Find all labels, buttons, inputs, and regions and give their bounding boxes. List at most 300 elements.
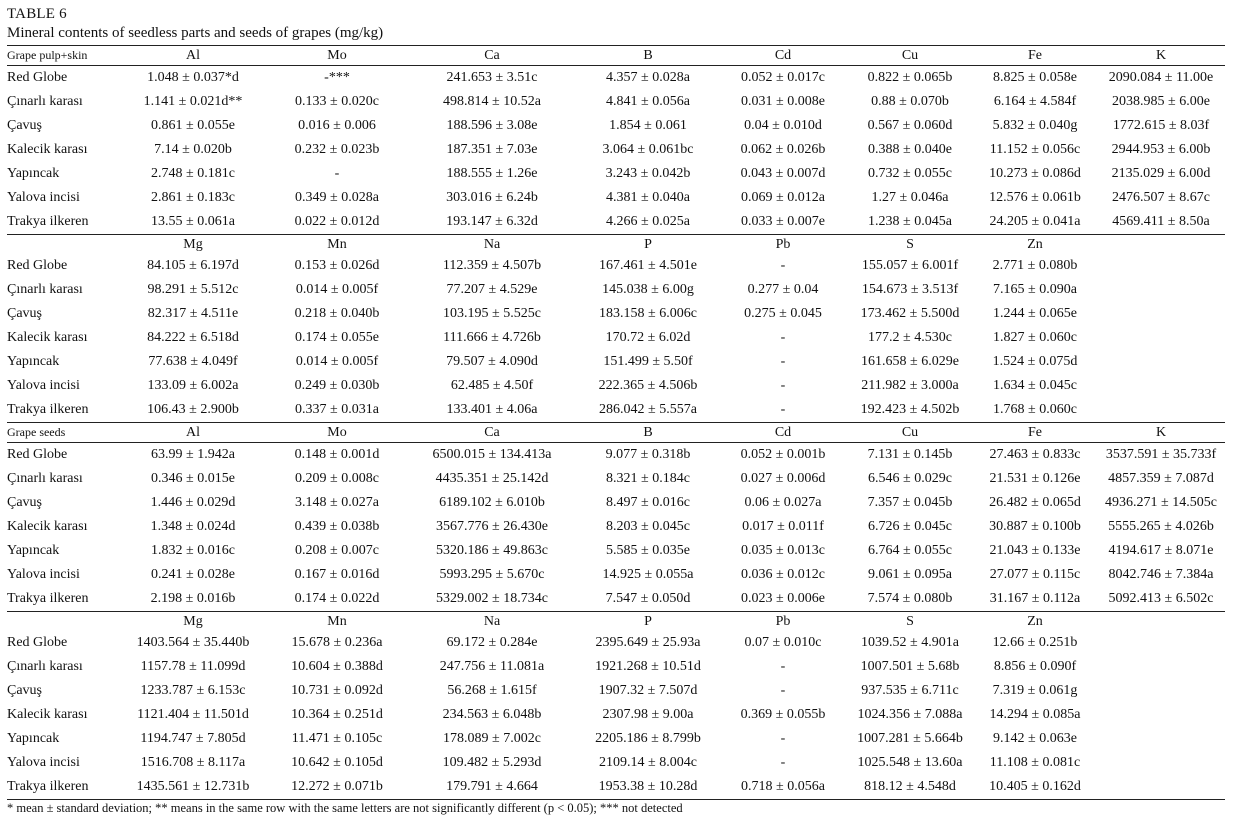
value-cell: 2135.029 ± 6.00d (1111, 166, 1211, 181)
table-row (7, 587, 1225, 612)
column-header: Cd (719, 46, 847, 66)
value-cell: 30.887 ± 0.100b (989, 519, 1081, 534)
table-row (7, 302, 1225, 326)
table-row (7, 443, 1225, 468)
value-cell: 77.207 ± 4.529e (446, 282, 538, 297)
value-cell: 0.052 ± 0.001b (740, 447, 826, 462)
column-header: Mn (267, 235, 407, 255)
value-cell: 0.349 ± 0.028a (295, 190, 379, 205)
column-header: Mg (119, 235, 267, 255)
value-cell: 0.388 ± 0.040e (868, 142, 952, 157)
value-cell: 2090.084 ± 11.00e (1108, 70, 1214, 85)
cultivar-name: Yapıncak (7, 731, 60, 746)
cultivar-name: Çavuş (7, 118, 42, 133)
value-cell: 3.148 ± 0.027a (295, 495, 379, 510)
value-cell: 84.222 ± 6.518d (147, 330, 239, 345)
value-cell: 0.218 ± 0.040b (294, 306, 380, 321)
value-cell: 1194.747 ± 7.805d (140, 731, 246, 746)
value-cell (1097, 703, 1225, 727)
value-cell: 109.482 ± 5.293d (442, 755, 542, 770)
value-cell: 84.105 ± 6.197d (147, 258, 239, 273)
value-cell (1097, 727, 1225, 751)
table-row (7, 631, 1225, 655)
value-cell: 1.238 ± 0.045a (868, 214, 952, 229)
value-cell: 8.856 ± 0.090f (993, 659, 1077, 674)
value-cell: 0.822 ± 0.065b (867, 70, 953, 85)
value-cell: 0.014 ± 0.005f (295, 354, 379, 369)
header-row (7, 46, 1225, 66)
table-row (7, 374, 1225, 398)
value-cell: 818.12 ± 4.548d (847, 775, 973, 800)
value-cell: 0.208 ± 0.007c (295, 543, 379, 558)
value-cell: 6500.015 ± 134.413a (432, 447, 552, 462)
value-cell: 4435.351 ± 25.142d (435, 471, 549, 486)
value-cell: 2395.649 ± 25.93a (595, 635, 701, 650)
value-cell: 79.507 ± 4.090d (446, 354, 538, 369)
column-header: K (1097, 46, 1225, 66)
column-header: B (577, 46, 719, 66)
value-cell: 5320.186 ± 49.863c (436, 543, 548, 558)
value-cell: 0.369 ± 0.055b (740, 707, 826, 722)
value-cell: 0.88 ± 0.070b (871, 94, 949, 109)
cultivar-name: Trakya ilkeren (7, 214, 89, 229)
value-cell: 82.317 ± 4.511e (147, 306, 239, 321)
value-cell: 112.359 ± 4.507b (442, 258, 542, 273)
cultivar-name: Kalecik karası (7, 142, 88, 157)
column-header: Ca (407, 46, 577, 66)
value-cell: 0.153 ± 0.026d (294, 258, 380, 273)
column-header: Mo (267, 46, 407, 66)
cultivar-name: Yalova incisi (7, 567, 80, 582)
value-cell: 7.14 ± 0.020b (154, 142, 232, 157)
value-cell: 151.499 ± 5.50f (603, 354, 693, 369)
table-row (7, 278, 1225, 302)
table-row (7, 66, 1225, 91)
value-cell: 193.147 ± 6.32d (446, 214, 538, 229)
value-cell: 6189.102 ± 6.010b (439, 495, 545, 510)
cultivar-name: Trakya ilkeren (7, 775, 119, 800)
value-cell: 10.604 ± 0.388d (291, 659, 383, 674)
value-cell: 4194.617 ± 8.071e (1108, 543, 1214, 558)
value-cell (1097, 302, 1225, 326)
section-label: Grape seeds (7, 423, 119, 443)
value-cell: 5555.265 ± 4.026b (1108, 519, 1214, 534)
value-cell: 10.731 ± 0.092d (291, 683, 383, 698)
value-cell: 0.148 ± 0.001d (294, 447, 380, 462)
value-cell: 1121.404 ± 11.501d (137, 707, 249, 722)
column-header: Pb (719, 612, 847, 632)
value-cell: 3567.776 ± 26.430e (436, 519, 548, 534)
value-cell: 133.401 ± 4.06a (446, 402, 538, 417)
value-cell: 3.064 ± 0.061bc (602, 142, 694, 157)
cultivar-name: Kalecik karası (7, 707, 88, 722)
cultivar-name: Red Globe (7, 258, 68, 273)
value-cell: 1921.268 ± 10.51d (595, 659, 701, 674)
value-cell: 1.348 ± 0.024d (150, 519, 236, 534)
value-cell: 241.653 ± 3.51c (446, 70, 538, 85)
value-cell: 1.827 ± 0.060c (993, 330, 1077, 345)
value-cell: 5329.002 ± 18.734c (436, 591, 548, 606)
column-header: Cu (847, 46, 973, 66)
value-cell (1097, 655, 1225, 679)
value-cell: - (780, 755, 786, 770)
value-cell: 0.174 ± 0.022d (294, 591, 380, 606)
value-cell: 183.158 ± 6.006c (599, 306, 697, 321)
value-cell: 0.033 ± 0.007e (741, 214, 825, 229)
value-cell: 0.232 ± 0.023b (294, 142, 380, 157)
cultivar-name: Red Globe (7, 70, 68, 85)
value-cell: 1024.356 ± 7.088a (857, 707, 963, 722)
value-cell: 1516.708 ± 8.117a (140, 755, 246, 770)
value-cell: 0.337 ± 0.031a (295, 402, 379, 417)
value-cell: 0.027 ± 0.006d (740, 471, 826, 486)
value-cell: 12.272 ± 0.071b (267, 775, 407, 800)
value-cell: - (780, 258, 786, 273)
value-cell: 1.446 ± 0.029d (150, 495, 236, 510)
value-cell: 106.43 ± 2.900b (147, 402, 239, 417)
value-cell: 8.825 ± 0.058e (993, 70, 1077, 85)
cultivar-name: Çınarlı karası (7, 471, 83, 486)
value-cell: 11.471 ± 0.105c (291, 731, 383, 746)
table-row (7, 655, 1225, 679)
value-cell: 0.031 ± 0.008e (741, 94, 825, 109)
value-cell: - (780, 354, 786, 369)
value-cell: 0.174 ± 0.055e (295, 330, 379, 345)
table-row (7, 90, 1225, 114)
value-cell: 10.273 ± 0.086d (989, 166, 1081, 181)
value-cell: 12.66 ± 0.251b (992, 635, 1078, 650)
value-cell: 27.463 ± 0.833c (989, 447, 1081, 462)
value-cell: 1.524 ± 0.075d (992, 354, 1078, 369)
cultivar-name: Yalova incisi (7, 755, 80, 770)
column-header: Cu (847, 423, 973, 443)
value-cell: 1907.32 ± 7.507d (598, 683, 698, 698)
column-header: B (577, 423, 719, 443)
value-cell: 1953.38 ± 10.28d (577, 775, 719, 800)
column-header: K (1097, 423, 1225, 443)
value-cell: - (780, 683, 786, 698)
value-cell: 9.077 ± 0.318b (605, 447, 691, 462)
value-cell: 0.133 ± 0.020c (295, 94, 379, 109)
value-cell: 1.244 ± 0.065e (993, 306, 1077, 321)
value-cell: 5993.295 ± 5.670c (439, 567, 545, 582)
value-cell: 161.658 ± 6.029e (861, 354, 959, 369)
value-cell: 26.482 ± 0.065d (989, 495, 1081, 510)
table-row (7, 326, 1225, 350)
column-header: Na (407, 235, 577, 255)
cultivar-name: Red Globe (7, 447, 68, 462)
value-cell: 187.351 ± 7.03e (446, 142, 538, 157)
value-cell: 0.043 ± 0.007d (740, 166, 826, 181)
value-cell: 0.023 ± 0.006e (741, 591, 825, 606)
value-cell: 2476.507 ± 8.67c (1112, 190, 1210, 205)
column-header (1097, 612, 1225, 632)
value-cell: 1039.52 ± 4.901a (861, 635, 959, 650)
value-cell: 2.198 ± 0.016b (150, 591, 236, 606)
value-cell (1097, 631, 1225, 655)
value-cell: 1435.561 ± 12.731b (119, 775, 267, 800)
table-row (7, 254, 1225, 278)
value-cell: 27.077 ± 0.115c (989, 567, 1081, 582)
value-cell: 247.756 ± 11.081a (439, 659, 545, 674)
table-row (7, 775, 1225, 800)
value-cell: 10.364 ± 0.251d (291, 707, 383, 722)
value-cell: 21.043 ± 0.133e (989, 543, 1081, 558)
table-row (7, 467, 1225, 491)
value-cell: 7.165 ± 0.090a (993, 282, 1077, 297)
value-cell: 2038.985 ± 6.00e (1112, 94, 1210, 109)
table-row (7, 703, 1225, 727)
value-cell (1097, 278, 1225, 302)
value-cell: 4.266 ± 0.025a (606, 214, 690, 229)
value-cell: 0.209 ± 0.008c (295, 471, 379, 486)
value-cell: 0.277 ± 0.04 (747, 282, 819, 297)
column-header: P (577, 235, 719, 255)
value-cell: 98.291 ± 5.512c (147, 282, 239, 297)
value-cell (1097, 751, 1225, 775)
value-cell: 286.042 ± 5.557a (599, 402, 697, 417)
value-cell: 188.555 ± 1.26e (446, 166, 538, 181)
column-header: Mg (119, 612, 267, 632)
value-cell: 3.243 ± 0.042b (605, 166, 691, 181)
value-cell (1097, 350, 1225, 374)
value-cell: 8042.746 ± 7.384a (1108, 567, 1214, 582)
table-row (7, 539, 1225, 563)
value-cell: 1.768 ± 0.060c (993, 402, 1077, 417)
value-cell: 0.275 ± 0.045 (744, 306, 822, 321)
value-cell: 6.726 ± 0.045c (868, 519, 952, 534)
value-cell: 1403.564 ± 35.440b (136, 635, 250, 650)
column-header: Fe (973, 423, 1097, 443)
value-cell: 11.152 ± 0.056c (989, 142, 1081, 157)
column-header: P (577, 612, 719, 632)
value-cell: 9.061 ± 0.095a (868, 567, 952, 582)
value-cell: 234.563 ± 6.048b (442, 707, 542, 722)
value-cell: 10.405 ± 0.162d (973, 775, 1097, 800)
value-cell: 0.069 ± 0.012a (741, 190, 825, 205)
cultivar-name: Çınarlı karası (7, 659, 83, 674)
value-cell: 4.841 ± 0.056a (606, 94, 690, 109)
cultivar-name: Trakya ilkeren (7, 402, 89, 417)
cultivar-name: Kalecik karası (7, 330, 88, 345)
column-header: Al (119, 46, 267, 66)
table-row (7, 210, 1225, 235)
value-cell: 8.321 ± 0.184c (606, 471, 690, 486)
value-cell: 2.748 ± 0.181c (151, 166, 235, 181)
value-cell: 133.09 ± 6.002a (147, 378, 239, 393)
cultivar-name: Çavuş (7, 495, 42, 510)
column-header: Pb (719, 235, 847, 255)
value-cell: 0.249 ± 0.030b (294, 378, 380, 393)
column-header: Fe (973, 46, 1097, 66)
column-header: S (847, 612, 973, 632)
value-cell: - (780, 659, 786, 674)
value-cell: 0.014 ± 0.005f (295, 282, 379, 297)
table-title: Mineral contents of seedless parts and seeds of grapes (mg/kg) (7, 25, 384, 41)
value-cell: 188.596 ± 3.08e (446, 118, 538, 133)
value-cell: 62.485 ± 4.50f (450, 378, 534, 393)
value-cell: 8.203 ± 0.045c (606, 519, 690, 534)
value-cell: 222.365 ± 4.506b (598, 378, 698, 393)
table-label: TABLE 6 (7, 6, 67, 22)
column-header: S (847, 235, 973, 255)
value-cell: 145.038 ± 6.00g (602, 282, 694, 297)
column-header: Mo (267, 423, 407, 443)
value-cell: 4.357 ± 0.028a (606, 70, 690, 85)
value-cell: 3537.591 ± 35.733f (1105, 447, 1217, 462)
cultivar-name: Yapıncak (7, 166, 60, 181)
value-cell: 2944.953 ± 6.00b (1111, 142, 1211, 157)
value-cell: 5.585 ± 0.035e (606, 543, 690, 558)
value-cell: 13.55 ± 0.061a (151, 214, 235, 229)
value-cell: 0.861 ± 0.055e (151, 118, 235, 133)
section-label (7, 612, 119, 632)
value-cell: - (334, 166, 340, 181)
table-row (7, 563, 1225, 587)
cultivar-name: Trakya ilkeren (7, 591, 89, 606)
value-cell: 170.72 ± 6.02d (605, 330, 691, 345)
value-cell: 4936.271 ± 14.505c (1105, 495, 1217, 510)
section-label: Grape pulp+skin (7, 46, 119, 66)
value-cell: 0.036 ± 0.012c (741, 567, 825, 582)
value-cell (1097, 326, 1225, 350)
value-cell: 1.634 ± 0.045c (993, 378, 1077, 393)
cultivar-name: Çavuş (7, 306, 42, 321)
value-cell (1097, 254, 1225, 278)
value-cell: 2109.14 ± 8.004c (599, 755, 697, 770)
value-cell: 56.268 ± 1.615f (447, 683, 537, 698)
value-cell (1097, 398, 1225, 423)
value-cell: 8.497 ± 0.016c (606, 495, 690, 510)
value-cell: 0.062 ± 0.026b (740, 142, 826, 157)
value-cell (1097, 679, 1225, 703)
value-cell: 4.381 ± 0.040a (606, 190, 690, 205)
table-row (7, 350, 1225, 374)
value-cell: 0.035 ± 0.013c (741, 543, 825, 558)
table-row (7, 751, 1225, 775)
value-cell: 24.205 ± 0.041a (989, 214, 1081, 229)
value-cell: 1772.615 ± 8.03f (1112, 118, 1210, 133)
value-cell: 1007.281 ± 5.664b (857, 731, 963, 746)
value-cell: 111.666 ± 4.726b (443, 330, 541, 345)
column-header: Cd (719, 423, 847, 443)
value-cell: 5092.413 ± 6.502c (1108, 591, 1214, 606)
value-cell: 77.638 ± 4.049f (148, 354, 238, 369)
value-cell: 103.195 ± 5.525c (443, 306, 541, 321)
value-cell: 6.164 ± 4.584f (993, 94, 1077, 109)
value-cell: 0.567 ± 0.060d (867, 118, 953, 133)
value-cell: 0.07 ± 0.010c (744, 635, 822, 650)
value-cell: 9.142 ± 0.063e (993, 731, 1077, 746)
value-cell: 0.439 ± 0.038b (294, 519, 380, 534)
value-cell: 0.167 ± 0.016d (294, 567, 380, 582)
value-cell: 21.531 ± 0.126e (989, 471, 1081, 486)
value-cell: 1.141 ± 0.021d** (143, 94, 243, 109)
table-footnote: * mean ± standard deviation; ** means in the same row with the same letters are not significantly different (p < 0.05); *** not detected (7, 801, 683, 815)
cultivar-name: Çınarlı karası (7, 282, 83, 297)
mineral-table (7, 45, 1225, 800)
value-cell: 12.576 ± 0.061b (989, 190, 1081, 205)
cultivar-name: Yalova incisi (7, 190, 80, 205)
table-row (7, 138, 1225, 162)
value-cell: 7.357 ± 0.045b (867, 495, 953, 510)
column-header: Al (119, 423, 267, 443)
value-cell: 211.982 ± 3.000a (861, 378, 959, 393)
value-cell: - (780, 402, 786, 417)
cultivar-name: Yapıncak (7, 354, 60, 369)
value-cell: 303.016 ± 6.24b (446, 190, 538, 205)
table-row (7, 679, 1225, 703)
value-cell: 0.04 ± 0.010d (744, 118, 822, 133)
header-row (7, 235, 1225, 255)
value-cell: 10.642 ± 0.105d (291, 755, 383, 770)
document-page (7, 6, 1225, 816)
column-header: Zn (973, 235, 1097, 255)
value-cell: 1.854 ± 0.061 (609, 118, 687, 133)
header-row (7, 612, 1225, 632)
value-cell: 1007.501 ± 5.68b (860, 659, 960, 674)
value-cell: 173.462 ± 5.500d (860, 306, 960, 321)
value-cell: 1233.787 ± 6.153c (140, 683, 246, 698)
table-row (7, 114, 1225, 138)
value-cell: 2.771 ± 0.080b (992, 258, 1078, 273)
column-header: Ca (407, 423, 577, 443)
value-cell: 4857.359 ± 7.087d (1108, 471, 1214, 486)
value-cell: 31.167 ± 0.112a (989, 591, 1081, 606)
cultivar-name: Çınarlı karası (7, 94, 83, 109)
table-row (7, 398, 1225, 423)
value-cell: 14.925 ± 0.055a (602, 567, 694, 582)
cultivar-name: Yapıncak (7, 543, 60, 558)
value-cell: 7.319 ± 0.061g (992, 683, 1078, 698)
value-cell: 0.06 ± 0.027a (744, 495, 822, 510)
value-cell: 178.089 ± 7.002c (443, 731, 541, 746)
value-cell: 0.346 ± 0.015e (151, 471, 235, 486)
cultivar-name: Red Globe (7, 635, 68, 650)
value-cell: 167.461 ± 4.501e (599, 258, 697, 273)
value-cell: 0.022 ± 0.012d (294, 214, 380, 229)
value-cell: 5.832 ± 0.040g (992, 118, 1078, 133)
value-cell: 937.535 ± 6.711c (861, 683, 959, 698)
value-cell: 155.057 ± 6.001f (861, 258, 959, 273)
value-cell: 0.732 ± 0.055c (868, 166, 952, 181)
value-cell (1097, 374, 1225, 398)
value-cell: 1.27 ± 0.046a (871, 190, 949, 205)
value-cell: 1025.548 ± 13.60a (857, 755, 963, 770)
value-cell: 498.814 ± 10.52a (443, 94, 541, 109)
cultivar-name: Çavuş (7, 683, 42, 698)
value-cell: 7.131 ± 0.145b (867, 447, 953, 462)
cultivar-name: Kalecik karası (7, 519, 88, 534)
value-cell: 2307.98 ± 9.00a (602, 707, 694, 722)
value-cell: 69.172 ± 0.284e (446, 635, 538, 650)
section-label (7, 235, 119, 255)
table-row (7, 515, 1225, 539)
value-cell: 6.764 ± 0.055c (868, 543, 952, 558)
value-cell: 1157.78 ± 11.099d (140, 659, 246, 674)
table-row (7, 491, 1225, 515)
header-row (7, 423, 1225, 443)
value-cell: 192.423 ± 4.502b (860, 402, 960, 417)
value-cell: 4569.411 ± 8.50a (1112, 214, 1210, 229)
value-cell: 0.052 ± 0.017c (741, 70, 825, 85)
column-header: Mn (267, 612, 407, 632)
value-cell: 15.678 ± 0.236a (291, 635, 383, 650)
value-cell: 14.294 ± 0.085a (989, 707, 1081, 722)
value-cell: - (780, 330, 786, 345)
value-cell: 63.99 ± 1.942a (151, 447, 235, 462)
table-row (7, 162, 1225, 186)
